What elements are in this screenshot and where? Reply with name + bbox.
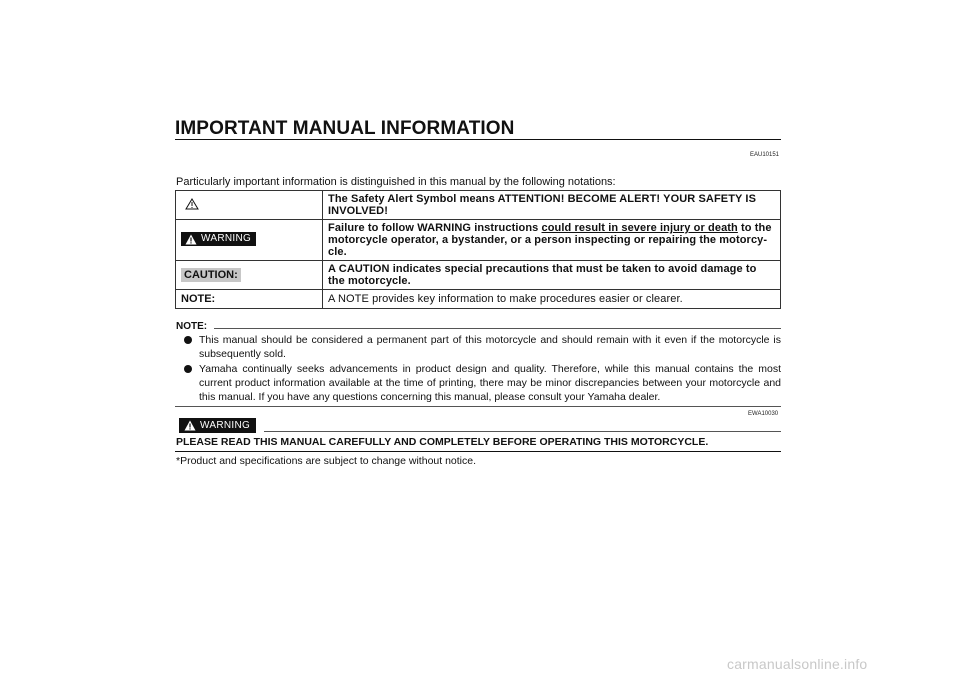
notation-text: A NOTE provides key information to make procedures easier or clearer. <box>323 290 781 309</box>
notation-row-caution <box>176 261 781 290</box>
note-end-divider <box>175 406 781 407</box>
warning-end-divider <box>175 451 781 452</box>
footnote: *Product and specifications are subject to change without notice. <box>176 455 477 467</box>
notation-row-warning <box>176 220 781 261</box>
notation-text <box>323 220 781 261</box>
intro-text: Particularly important information is distinguished in this manual by the following notations: <box>176 176 616 188</box>
note-list <box>183 333 781 405</box>
warning-label: WARNING <box>201 233 252 245</box>
title-divider <box>175 139 781 140</box>
caution-badge: CAUTION: <box>181 268 241 282</box>
warning-divider <box>264 431 781 432</box>
note-divider <box>214 328 781 329</box>
notation-symbol-cell <box>176 261 323 290</box>
note-heading: NOTE: <box>176 321 208 332</box>
notation-symbol-cell <box>176 220 323 261</box>
section-code: EAU10151 <box>750 152 780 158</box>
warning-label: WARNING <box>200 420 251 431</box>
bullet-icon <box>184 365 192 373</box>
warning-code: EWA10030 <box>748 411 779 417</box>
list-item: Yamaha continually seeks advancements in product design and quality. Therefore, while this manual contains the most current product information available at the time of printing, there may be minor discrepancies between your motorcycle and this manual. If you have any questions concerning this manual, please consult your Yamaha dealer. <box>183 362 781 404</box>
warning-badge <box>179 418 256 433</box>
warning-text: PLEASE READ THIS MANUAL CAREFULLY AND COMPLETELY BEFORE OPERATING THIS MOTORCYCLE. <box>176 436 709 448</box>
warning-badge <box>181 232 256 246</box>
watermark: carmanualsonline.info <box>727 656 868 672</box>
list-item: This manual should be considered a permanent part of this motorcycle and should remain with it even if the motorcycle is subsequently sold. <box>183 333 781 361</box>
warning-section-badge-wrap <box>179 418 256 436</box>
warning-triangle-icon <box>184 420 196 431</box>
notations-table <box>175 190 781 309</box>
notation-symbol-cell <box>176 290 323 309</box>
warning-triangle-icon <box>185 234 197 245</box>
page-title: IMPORTANT MANUAL INFORMATION <box>175 118 515 139</box>
notation-symbol-cell <box>176 191 323 220</box>
warning-text-underlined: could result in severe injury or death <box>541 222 738 234</box>
note-label: NOTE: <box>181 293 216 305</box>
bullet-icon <box>184 336 192 344</box>
warning-text-pre: Failure to follow WARNING instructions <box>328 222 542 234</box>
warning-text-post: to the motorcycle operator, a bystander, or a person inspecting or repairing the motorcy-cle. <box>328 222 772 258</box>
notation-text: A CAUTION indicates special precautions that must be taken to avoid damage to the motorcycle. <box>323 261 781 290</box>
safety-alert-icon <box>185 198 199 213</box>
notation-text: The Safety Alert Symbol means ATTENTION! BECOME ALERT! YOUR SAFETY IS INVOLVED! <box>323 191 781 220</box>
notation-row-safety-alert <box>176 191 781 220</box>
notation-row-note <box>176 290 781 309</box>
